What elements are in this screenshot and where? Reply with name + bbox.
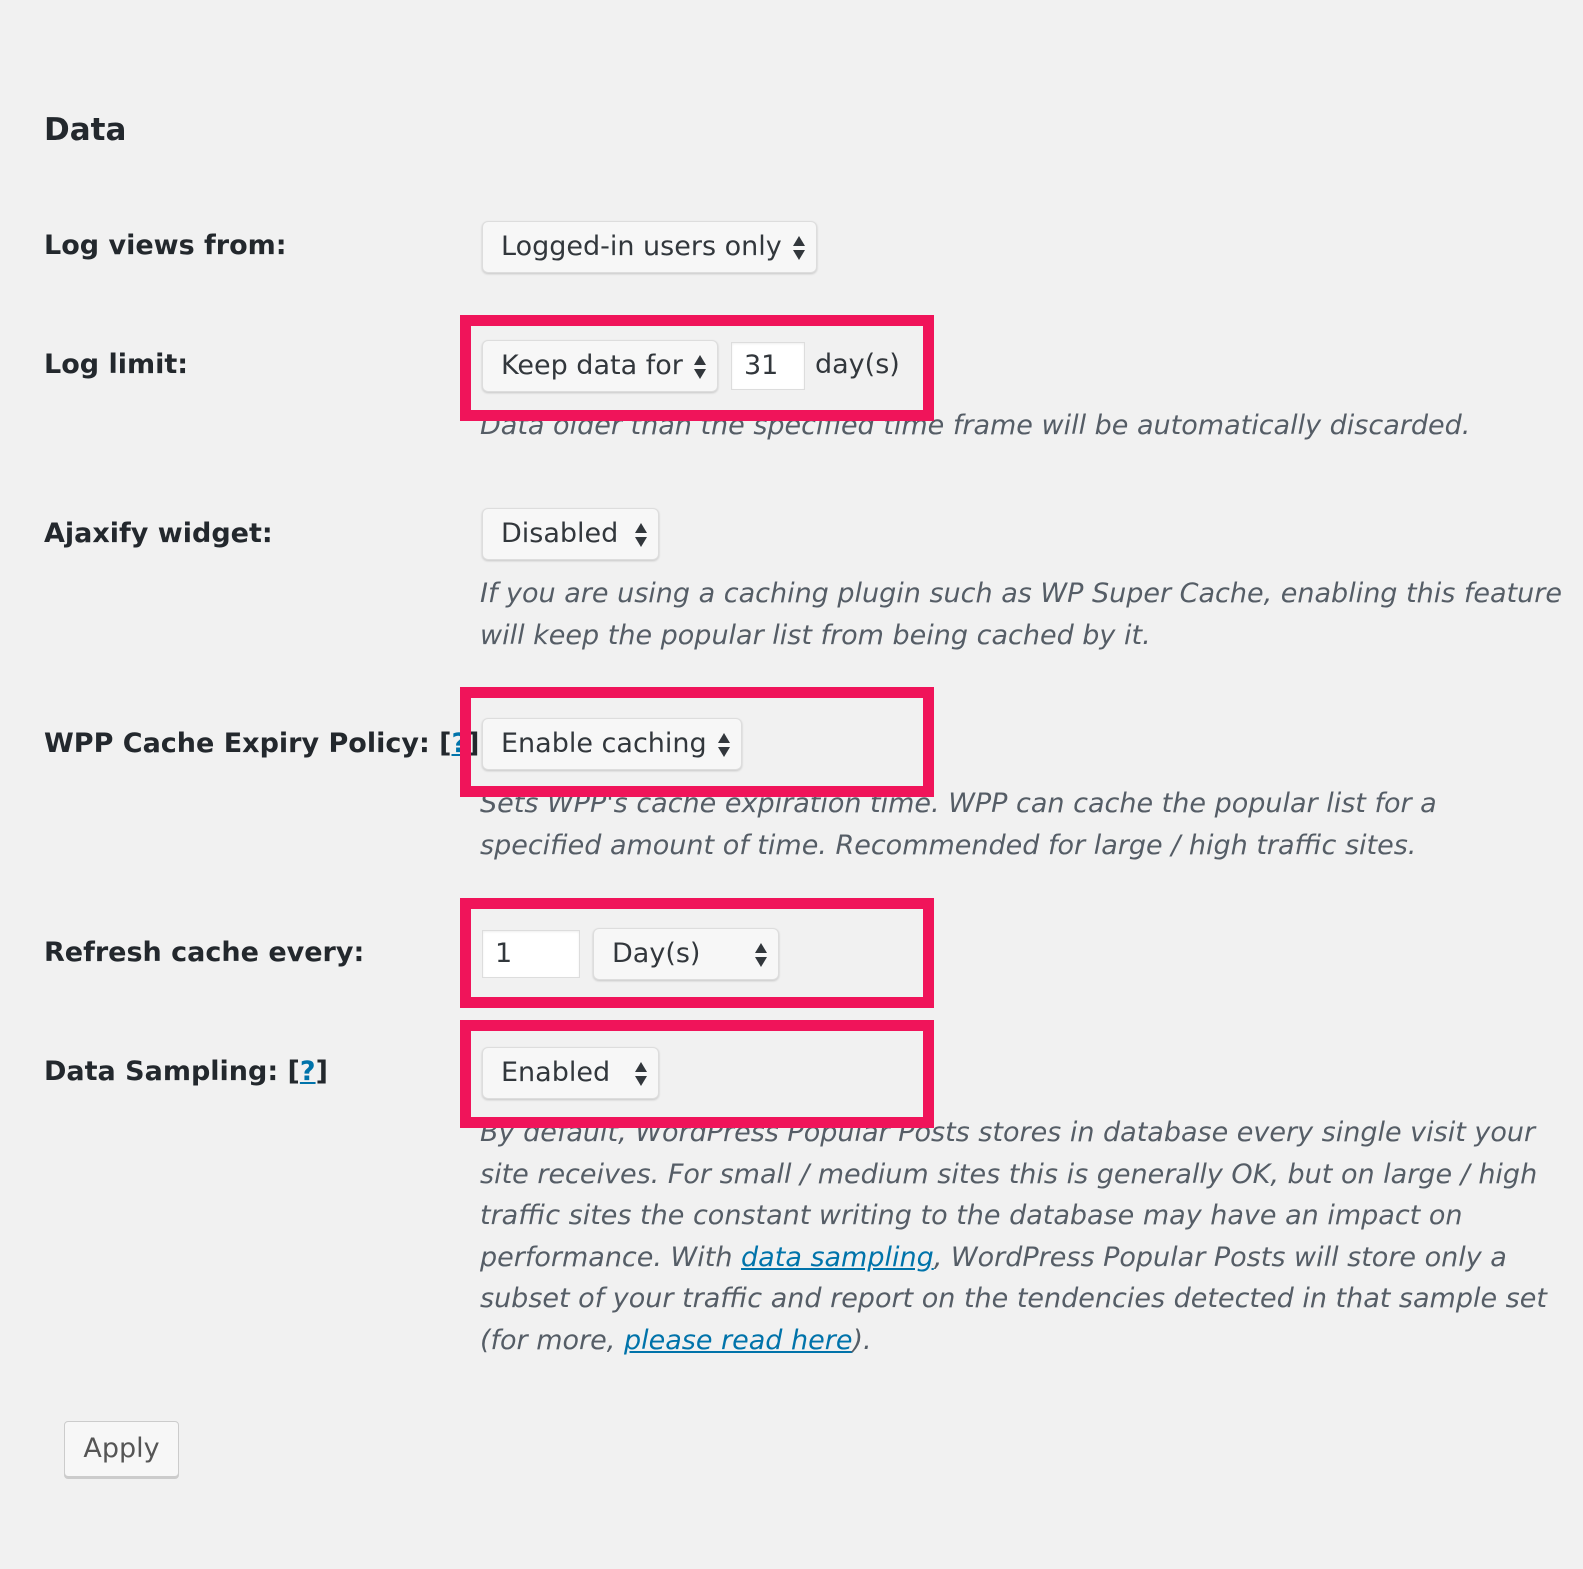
up-down-arrows-icon <box>634 1061 648 1087</box>
refresh-cache-unit-select[interactable] <box>593 928 779 980</box>
up-down-arrows-icon <box>693 354 707 380</box>
apply-button[interactable]: Apply <box>64 1421 179 1477</box>
sampling-help-link[interactable] <box>288 1056 328 1087</box>
help-open-bracket: [ <box>439 728 452 759</box>
sampling-description-text: performance. With <box>480 1241 742 1273</box>
sampling-description-line: traffic sites the constant writing to the database may have an impact on <box>480 1200 1463 1231</box>
log-views-label: Log views from: <box>44 230 287 261</box>
cache-policy-label-text: WPP Cache Expiry Policy: <box>44 728 430 759</box>
help-question: ? <box>451 728 468 759</box>
sampling-description <box>480 1112 1547 1361</box>
up-down-arrows-icon <box>792 235 806 261</box>
data-sampling-link[interactable]: data sampling <box>741 1241 934 1273</box>
refresh-cache-value-input[interactable]: 1 <box>482 930 580 978</box>
cache-policy-select-value: Enable caching <box>501 728 707 759</box>
cache-policy-description-line: specified amount of time. Recommended for large / high traffic sites. <box>480 829 1417 861</box>
up-down-arrows-icon <box>717 732 731 758</box>
sampling-description-text: , WordPress Popular Posts will store only a <box>933 1241 1507 1273</box>
log-limit-description: Data older than the specified time frame will be automatically discarded. <box>480 410 1471 441</box>
sampling-description-line: subset of your traffic and report on the tendencies detected in that sample set <box>480 1283 1547 1314</box>
ajaxify-description-line: If you are using a caching plugin such as WP Super Cache, enabling this feature <box>480 578 1562 609</box>
sampling-description-line: By default, WordPress Popular Posts stores in database every single visit your <box>480 1117 1536 1148</box>
help-close-bracket: ] <box>467 728 480 759</box>
ajaxify-select-value: Disabled <box>501 518 619 549</box>
cache-policy-help-link[interactable] <box>439 728 479 759</box>
log-views-select[interactable] <box>482 221 817 273</box>
up-down-arrows-icon <box>634 522 648 548</box>
log-views-select-value: Logged-in users only <box>501 231 782 262</box>
log-limit-days-input[interactable]: 31 <box>731 342 805 390</box>
help-open-bracket: [ <box>287 1056 300 1087</box>
sampling-select[interactable] <box>482 1047 659 1099</box>
up-down-arrows-icon <box>754 942 768 968</box>
ajaxify-label: Ajaxify widget: <box>44 518 273 549</box>
ajaxify-select[interactable] <box>482 508 659 560</box>
help-question: ? <box>299 1056 316 1087</box>
refresh-cache-unit-value: Day(s) <box>612 938 701 969</box>
help-close-bracket: ] <box>315 1056 328 1087</box>
sampling-description-line <box>480 1237 1547 1279</box>
log-limit-label: Log limit: <box>44 349 189 380</box>
sampling-label-text: Data Sampling: <box>44 1056 279 1087</box>
sampling-description-text: ). <box>852 1324 872 1356</box>
please-read-here-link[interactable]: please read here <box>623 1324 853 1356</box>
sampling-description-line <box>480 1320 1547 1362</box>
refresh-cache-label: Refresh cache every: <box>44 937 365 968</box>
sampling-label <box>44 1056 328 1087</box>
cache-policy-select[interactable] <box>482 718 742 770</box>
log-limit-unit: day(s) <box>815 349 900 380</box>
ajaxify-description <box>480 573 1562 656</box>
sampling-select-value: Enabled <box>501 1057 611 1088</box>
sampling-description-line: site receives. For small / medium sites this is generally OK, but on large / high <box>480 1158 1538 1190</box>
log-limit-select-value: Keep data for <box>501 350 683 381</box>
ajaxify-description-line: will keep the popular list from being cached by it. <box>480 619 1151 651</box>
section-title: Data <box>44 112 127 148</box>
cache-policy-description-line: Sets WPP's cache expiration time. WPP can cache the popular list for a <box>480 788 1437 819</box>
sampling-description-text: (for more, <box>480 1324 624 1356</box>
cache-policy-description <box>480 783 1437 866</box>
cache-policy-label <box>44 728 480 759</box>
log-limit-select[interactable] <box>482 340 718 392</box>
